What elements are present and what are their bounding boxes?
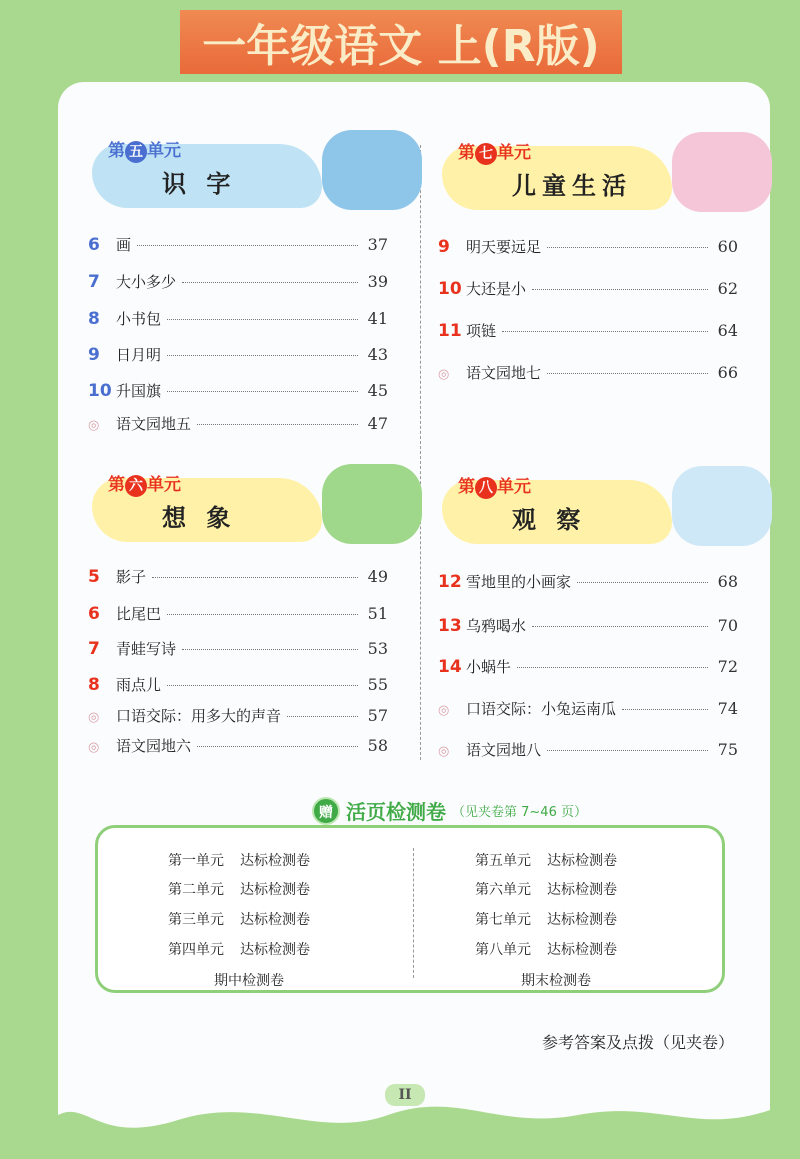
unit-tag [108, 470, 181, 497]
lesson-title: 语文园地八 [466, 741, 542, 759]
bullet-icon: ◎ [88, 418, 100, 433]
lesson-title: 语文园地七 [466, 364, 542, 382]
lesson-title: 语文园地五 [116, 415, 192, 433]
lesson-number: 12 [438, 572, 462, 592]
leader-dots [622, 709, 708, 710]
bullet-icon: ◎ [88, 740, 100, 755]
toc-entry[interactable] [438, 698, 738, 719]
unit-tag-number: 八 [475, 477, 497, 499]
column-divider [420, 145, 421, 760]
toc-entry[interactable] [438, 739, 738, 760]
toc-entry[interactable] [438, 320, 738, 341]
test-unit: 第七单元 [475, 912, 531, 928]
lesson-title: 影子 [116, 568, 147, 586]
lesson-number: 7 [88, 272, 100, 292]
page-number: II [385, 1084, 425, 1106]
page-ref: 43 [367, 345, 388, 364]
unit-tag-pre: 第 [108, 141, 125, 161]
lesson-title: 乌鸦喝水 [466, 617, 527, 635]
page-ref: 72 [717, 657, 738, 676]
toc-entry[interactable] [88, 271, 388, 292]
test-name: 达标检测卷 [240, 853, 310, 869]
unit-tag-post: 单元 [497, 477, 531, 497]
leader-dots [167, 355, 358, 356]
test-entry[interactable] [475, 970, 591, 990]
unit-header [442, 132, 772, 212]
leader-dots [152, 577, 358, 578]
toc-entry[interactable] [88, 705, 388, 726]
leader-dots [577, 582, 708, 583]
page-ref: 75 [717, 740, 738, 759]
unit-tag-pre: 第 [458, 477, 475, 497]
lesson-title: 雪地里的小画家 [466, 573, 572, 591]
lesson-title: 小书包 [116, 310, 162, 328]
unit-tag [458, 472, 531, 499]
gift-badge: 赠 [312, 797, 340, 825]
lesson-number: 13 [438, 616, 462, 636]
leader-dots [517, 667, 708, 668]
toc-entry[interactable] [438, 571, 738, 592]
test-entry[interactable] [475, 850, 617, 870]
bullet-icon: ◎ [438, 367, 450, 382]
page-ref: 60 [717, 237, 738, 256]
leader-dots [547, 750, 708, 751]
lesson-title: 升国旗 [116, 382, 162, 400]
page-ref: 45 [367, 381, 388, 400]
toc-entry[interactable] [88, 566, 388, 587]
bullet-icon: ◎ [88, 710, 100, 725]
test-name: 达标检测卷 [547, 942, 617, 958]
toc-entry[interactable] [438, 656, 738, 677]
lesson-number: 9 [438, 237, 450, 257]
unit-tag-post: 单元 [147, 141, 181, 161]
page-ref: 66 [717, 363, 738, 382]
page-ref: 37 [367, 235, 388, 254]
test-name: 达标检测卷 [547, 853, 617, 869]
test-box [95, 825, 725, 993]
unit-title: 观 察 [512, 506, 587, 534]
leader-dots [532, 626, 708, 627]
unit-illustration [322, 130, 422, 210]
unit-tag-number: 六 [125, 475, 147, 497]
leader-dots [182, 282, 358, 283]
page-ref: 51 [367, 604, 388, 623]
test-divider [413, 848, 414, 978]
test-name: 达标检测卷 [240, 912, 310, 928]
leader-dots [137, 245, 358, 246]
page-ref: 47 [367, 414, 388, 433]
lesson-title: 画 [116, 236, 132, 254]
answer-note: 参考答案及点拨（见夹卷） [541, 1033, 734, 1052]
bullet-icon: ◎ [438, 703, 450, 718]
lesson-title: 小蜗牛 [466, 658, 512, 676]
page-ref: 64 [717, 321, 738, 340]
page-ref: 62 [717, 279, 738, 298]
leader-dots [532, 289, 708, 290]
page-ref: 49 [367, 567, 388, 586]
test-entry[interactable] [168, 909, 310, 929]
leader-dots [287, 716, 358, 717]
leader-dots [167, 685, 358, 686]
lesson-title: 日月明 [116, 346, 162, 364]
test-entry[interactable] [168, 850, 310, 870]
toc-entry[interactable] [88, 380, 388, 401]
lesson-title: 口语交际：用多大的声音 [116, 707, 282, 725]
unit-header [92, 464, 422, 544]
unit-title: 想 象 [162, 504, 237, 532]
lesson-title: 明天要远足 [466, 238, 542, 256]
lesson-number: 10 [438, 279, 462, 299]
unit-header [92, 130, 422, 210]
lesson-number: 11 [438, 321, 462, 341]
toc-entry[interactable] [438, 362, 738, 383]
test-section-subtitle: （见夹卷第 7~46 页） [452, 805, 587, 820]
test-entry[interactable] [475, 879, 617, 899]
toc-entry[interactable] [88, 234, 388, 255]
test-entry[interactable] [475, 939, 617, 959]
lesson-title: 项链 [466, 322, 497, 340]
test-section-title: 活页检测卷 [346, 800, 446, 824]
lesson-number: 8 [88, 309, 100, 329]
lesson-title: 比尾巴 [116, 605, 162, 623]
test-entry[interactable] [168, 879, 310, 899]
unit-tag-number: 五 [125, 141, 147, 163]
lesson-number: 5 [88, 567, 100, 587]
unit-title: 识 字 [162, 170, 237, 198]
test-unit: 第一单元 [168, 853, 224, 869]
test-entry[interactable] [475, 909, 617, 929]
toc-entry[interactable] [438, 615, 738, 636]
lesson-number: 14 [438, 657, 462, 677]
test-entry[interactable] [168, 970, 284, 990]
test-name: 达标检测卷 [547, 882, 617, 898]
page-ref: 70 [717, 616, 738, 635]
unit-tag-post: 单元 [147, 475, 181, 495]
page-ref: 57 [367, 706, 388, 725]
toc-entry[interactable] [88, 308, 388, 329]
unit-title: 儿童生活 [512, 172, 632, 200]
test-name: 期中检测卷 [214, 973, 284, 989]
leader-dots [167, 614, 358, 615]
lesson-number: 10 [88, 381, 112, 401]
test-unit: 第二单元 [168, 882, 224, 898]
toc-entry[interactable] [88, 344, 388, 365]
test-section-header [312, 796, 587, 825]
lesson-title: 大还是小 [466, 280, 527, 298]
page-ref: 39 [367, 272, 388, 291]
leader-dots [547, 373, 708, 374]
unit-illustration [672, 132, 772, 212]
page-ref: 53 [367, 639, 388, 658]
toc-entry[interactable] [88, 674, 388, 695]
leader-dots [502, 331, 708, 332]
page-ref: 68 [717, 572, 738, 591]
leader-dots [167, 391, 358, 392]
toc-entry[interactable] [88, 638, 388, 659]
lesson-title: 口语交际：小兔运南瓜 [466, 700, 617, 718]
leader-dots [197, 746, 358, 747]
toc-entry[interactable] [438, 236, 738, 257]
test-unit: 第五单元 [475, 853, 531, 869]
test-unit: 第三单元 [168, 912, 224, 928]
page-ref: 74 [717, 699, 738, 718]
bullet-icon: ◎ [438, 744, 450, 759]
title-banner: 一年级语文 上(R版) [180, 10, 622, 74]
unit-header [442, 466, 772, 546]
lesson-title: 青蛙写诗 [116, 640, 177, 658]
unit-tag-pre: 第 [458, 143, 475, 163]
toc-entry[interactable] [88, 603, 388, 624]
page-ref: 55 [367, 675, 388, 694]
test-name: 期末检测卷 [521, 973, 591, 989]
leader-dots [197, 424, 358, 425]
unit-tag-post: 单元 [497, 143, 531, 163]
lesson-number: 7 [88, 639, 100, 659]
leader-dots [547, 247, 708, 248]
unit-illustration [322, 464, 422, 544]
toc-entry[interactable] [88, 413, 388, 434]
toc-entry[interactable] [88, 735, 388, 756]
page-ref: 41 [367, 309, 388, 328]
leader-dots [182, 649, 358, 650]
lesson-number: 9 [88, 345, 100, 365]
unit-illustration [672, 466, 772, 546]
test-unit: 第四单元 [168, 942, 224, 958]
page-ref: 58 [367, 736, 388, 755]
test-entry[interactable] [168, 939, 310, 959]
unit-tag [458, 138, 531, 165]
test-unit: 第八单元 [475, 942, 531, 958]
test-name: 达标检测卷 [240, 882, 310, 898]
test-unit: 第六单元 [475, 882, 531, 898]
test-name: 达标检测卷 [547, 912, 617, 928]
lesson-title: 雨点儿 [116, 676, 162, 694]
lesson-title: 语文园地六 [116, 737, 192, 755]
leader-dots [167, 319, 358, 320]
unit-tag-pre: 第 [108, 475, 125, 495]
unit-tag-number: 七 [475, 143, 497, 165]
unit-tag [108, 136, 181, 163]
lesson-title: 大小多少 [116, 273, 177, 291]
toc-entry[interactable] [438, 278, 738, 299]
lesson-number: 6 [88, 235, 100, 255]
lesson-number: 8 [88, 675, 100, 695]
lesson-number: 6 [88, 604, 100, 624]
test-name: 达标检测卷 [240, 942, 310, 958]
